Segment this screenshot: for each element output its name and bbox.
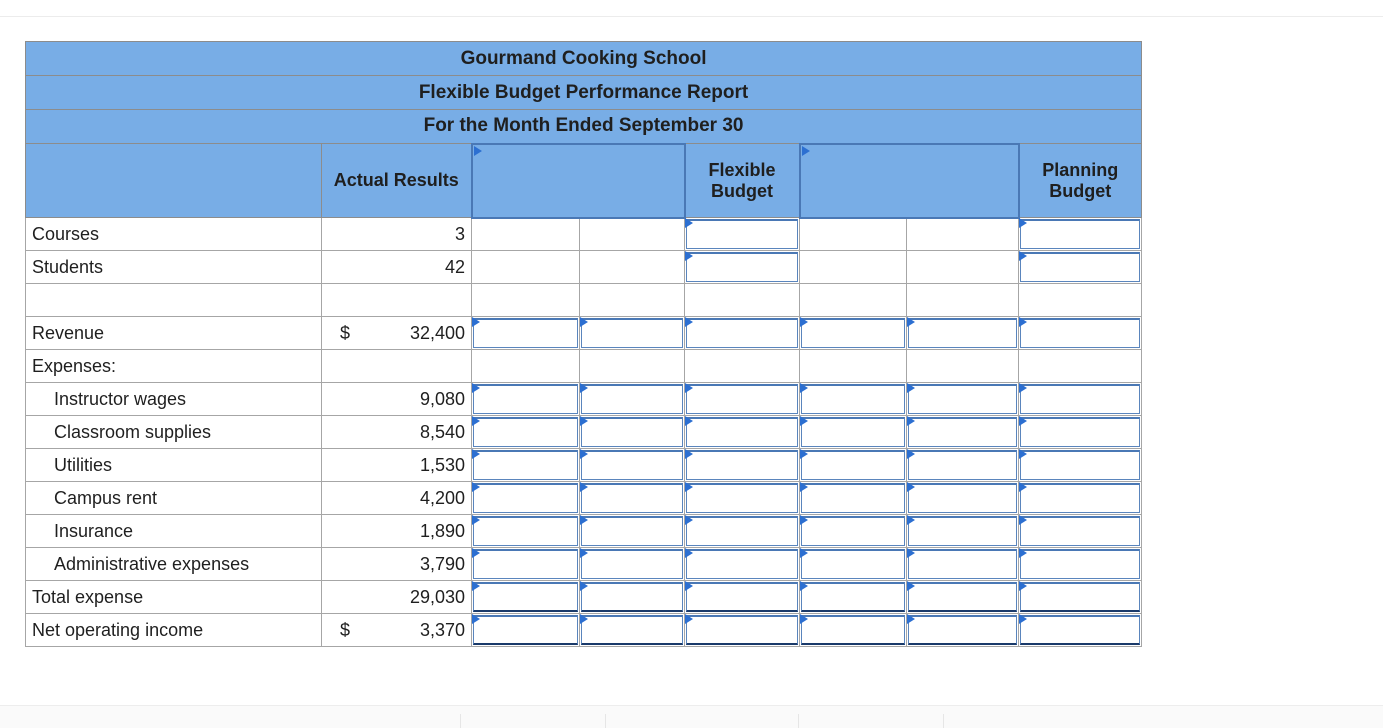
- planning-budget-input[interactable]: [1019, 482, 1142, 515]
- dropdown-marker-icon: [1019, 416, 1027, 426]
- variance-label-input[interactable]: [907, 416, 1019, 449]
- table-row-classroom-supplies: [26, 416, 1142, 449]
- actual-value: 3: [322, 218, 472, 251]
- dropdown-marker-icon: [800, 614, 808, 624]
- bottom-toolbar: [0, 705, 1383, 728]
- empty-cell: [907, 218, 1019, 251]
- dropdown-marker-icon: [580, 383, 588, 393]
- title-row-company: [26, 42, 1142, 76]
- actual-value: 3,790: [322, 548, 472, 581]
- variance-label-input[interactable]: [907, 383, 1019, 416]
- row-label: Instructor wages: [26, 383, 322, 416]
- dropdown-marker-icon: [907, 482, 915, 492]
- actual-value: 1,530: [322, 449, 472, 482]
- dropdown-marker-icon: [472, 548, 480, 558]
- dropdown-marker-icon: [472, 449, 480, 459]
- variance-label-input[interactable]: [580, 416, 685, 449]
- variance-input[interactable]: [472, 581, 580, 614]
- variance-input[interactable]: [472, 383, 580, 416]
- empty-cell: [472, 350, 580, 383]
- dropdown-marker-icon: [1019, 581, 1027, 591]
- empty-cell: [800, 284, 907, 317]
- report-company: Gourmand Cooking School: [26, 42, 1142, 76]
- dropdown-marker-icon: [800, 482, 808, 492]
- variance-label-input[interactable]: [907, 482, 1019, 515]
- variance-input[interactable]: [800, 383, 907, 416]
- variance-label-input[interactable]: [580, 581, 685, 614]
- flexible-budget-input[interactable]: [685, 383, 800, 416]
- dropdown-marker-icon: [472, 482, 480, 492]
- empty-cell: [580, 218, 685, 251]
- table-row-campus-rent: [26, 482, 1142, 515]
- variance-input[interactable]: [800, 581, 907, 614]
- dropdown-marker-icon: [800, 548, 808, 558]
- dropdown-marker-icon: [685, 251, 693, 261]
- flexible-budget-input[interactable]: [685, 482, 800, 515]
- variance-label-input[interactable]: [907, 581, 1019, 614]
- planning-budget-input[interactable]: [1019, 416, 1142, 449]
- table-row-students: [26, 251, 1142, 284]
- dropdown-marker-icon: [580, 482, 588, 492]
- actual-value-cell: [322, 317, 472, 350]
- header-planning-budget: Planning Budget: [1019, 144, 1142, 218]
- empty-cell: [580, 284, 685, 317]
- planning-budget-input[interactable]: [1019, 317, 1142, 350]
- dropdown-marker-icon: [685, 383, 693, 393]
- dropdown-marker-icon: [580, 416, 588, 426]
- planning-budget-input[interactable]: [1019, 581, 1142, 614]
- dropdown-marker-icon: [685, 581, 693, 591]
- variance-input[interactable]: [472, 548, 580, 581]
- variance-input[interactable]: [472, 317, 580, 350]
- dropdown-marker-icon: [1019, 317, 1027, 327]
- flexible-budget-input[interactable]: [685, 581, 800, 614]
- row-label: Utilities: [26, 449, 322, 482]
- row-label: Campus rent: [26, 482, 322, 515]
- dropdown-marker-icon: [800, 383, 808, 393]
- actual-value: 4,200: [322, 482, 472, 515]
- dropdown-marker-icon: [1019, 383, 1027, 393]
- table-row-courses: [26, 218, 1142, 251]
- empty-cell: [685, 350, 800, 383]
- actual-value: 29,030: [322, 581, 472, 614]
- toolbar-divider: [605, 714, 606, 728]
- empty-cell: [26, 284, 322, 317]
- table-row-net-operating-income: [26, 614, 1142, 647]
- dropdown-marker-icon: [580, 548, 588, 558]
- dropdown-marker-icon: [802, 146, 810, 156]
- planning-budget-input[interactable]: [1019, 383, 1142, 416]
- variance-label-input[interactable]: [907, 614, 1019, 647]
- dropdown-marker-icon: [907, 515, 915, 525]
- dollar-sign: $: [340, 619, 351, 640]
- empty-cell: [322, 350, 472, 383]
- toolbar-divider: [943, 714, 944, 728]
- row-label: Courses: [26, 218, 322, 251]
- dropdown-marker-icon: [580, 614, 588, 624]
- empty-cell: [472, 218, 580, 251]
- actual-value: 3,370: [419, 619, 465, 640]
- header-flexible-budget: Flexible Budget: [685, 144, 800, 218]
- dropdown-marker-icon: [1019, 515, 1027, 525]
- row-label: Net operating income: [26, 614, 322, 647]
- flexible-budget-input[interactable]: [685, 614, 800, 647]
- table-row-total-expense: [26, 581, 1142, 614]
- report-period: For the Month Ended September 30: [26, 110, 1142, 144]
- actual-value-cell: [322, 614, 472, 647]
- table-row-expenses-header: [26, 350, 1142, 383]
- flexible-budget-performance-report: [25, 41, 1142, 647]
- dropdown-marker-icon: [907, 449, 915, 459]
- row-label: Expenses:: [26, 350, 322, 383]
- dropdown-marker-icon: [472, 383, 480, 393]
- row-label: Total expense: [26, 581, 322, 614]
- variance-label-input[interactable]: [580, 515, 685, 548]
- empty-cell: [1019, 350, 1142, 383]
- row-label: Administrative expenses: [26, 548, 322, 581]
- variance-input[interactable]: [800, 548, 907, 581]
- title-row-report: [26, 76, 1142, 110]
- planning-budget-input[interactable]: [1019, 251, 1142, 284]
- variance-input[interactable]: [800, 614, 907, 647]
- dropdown-marker-icon: [685, 449, 693, 459]
- planning-budget-input[interactable]: [1019, 515, 1142, 548]
- row-label: Students: [26, 251, 322, 284]
- variance-label-input[interactable]: [907, 515, 1019, 548]
- title-row-period: [26, 110, 1142, 144]
- flexible-budget-input[interactable]: [685, 515, 800, 548]
- variance-input[interactable]: [472, 416, 580, 449]
- report-title: Flexible Budget Performance Report: [26, 76, 1142, 110]
- dropdown-marker-icon: [580, 581, 588, 591]
- dropdown-marker-icon: [472, 515, 480, 525]
- dropdown-marker-icon: [1019, 449, 1027, 459]
- toolbar-divider: [798, 714, 799, 728]
- dropdown-marker-icon: [685, 218, 693, 228]
- actual-value: 42: [322, 251, 472, 284]
- empty-cell: [800, 251, 907, 284]
- dropdown-marker-icon: [800, 317, 808, 327]
- empty-cell: [800, 218, 907, 251]
- variance-label-input[interactable]: [907, 449, 1019, 482]
- header-blank: [26, 144, 322, 218]
- empty-cell: [800, 350, 907, 383]
- flexible-budget-input[interactable]: [685, 317, 800, 350]
- empty-cell: [685, 284, 800, 317]
- empty-cell: [580, 350, 685, 383]
- dropdown-marker-icon: [685, 515, 693, 525]
- variance-input[interactable]: [800, 482, 907, 515]
- variance-input[interactable]: [800, 449, 907, 482]
- actual-value: 32,400: [409, 322, 465, 343]
- dropdown-marker-icon: [800, 581, 808, 591]
- empty-cell: [907, 251, 1019, 284]
- table-row-administrative-expenses: [26, 548, 1142, 581]
- header-variance-input-1[interactable]: [472, 144, 685, 218]
- empty-cell: [1019, 284, 1142, 317]
- column-header-row: [26, 144, 1142, 218]
- table-row-blank: [26, 284, 1142, 317]
- row-label: Classroom supplies: [26, 416, 322, 449]
- variance-input[interactable]: [800, 416, 907, 449]
- table-row-revenue: [26, 317, 1142, 350]
- dropdown-marker-icon: [907, 383, 915, 393]
- variance-input[interactable]: [472, 482, 580, 515]
- flexible-budget-input[interactable]: [685, 548, 800, 581]
- dropdown-marker-icon: [907, 581, 915, 591]
- variance-input[interactable]: [472, 614, 580, 647]
- dropdown-marker-icon: [685, 482, 693, 492]
- table-row-instructor-wages: [26, 383, 1142, 416]
- flexible-budget-input[interactable]: [685, 251, 800, 284]
- variance-label-input[interactable]: [580, 482, 685, 515]
- flexible-budget-input[interactable]: [685, 218, 800, 251]
- table-row-insurance: [26, 515, 1142, 548]
- variance-label-input[interactable]: [580, 317, 685, 350]
- header-actual-results: Actual Results: [322, 144, 472, 218]
- dropdown-marker-icon: [580, 515, 588, 525]
- header-variance-input-2[interactable]: [800, 144, 1019, 218]
- variance-input[interactable]: [800, 515, 907, 548]
- dropdown-marker-icon: [685, 416, 693, 426]
- dropdown-marker-icon: [1019, 548, 1027, 558]
- dropdown-marker-icon: [580, 449, 588, 459]
- dropdown-marker-icon: [685, 317, 693, 327]
- variance-label-input[interactable]: [580, 449, 685, 482]
- empty-cell: [322, 284, 472, 317]
- dropdown-marker-icon: [472, 317, 480, 327]
- planning-budget-input[interactable]: [1019, 548, 1142, 581]
- variance-label-input[interactable]: [580, 383, 685, 416]
- dropdown-marker-icon: [907, 614, 915, 624]
- top-divider: [0, 16, 1383, 17]
- planning-budget-input[interactable]: [1019, 218, 1142, 251]
- dropdown-marker-icon: [472, 416, 480, 426]
- table-row-utilities: [26, 449, 1142, 482]
- empty-cell: [580, 251, 685, 284]
- empty-cell: [907, 284, 1019, 317]
- flexible-budget-input[interactable]: [685, 416, 800, 449]
- variance-input[interactable]: [800, 317, 907, 350]
- actual-value: 1,890: [322, 515, 472, 548]
- dollar-sign: $: [340, 322, 351, 343]
- dropdown-marker-icon: [472, 581, 480, 591]
- dropdown-marker-icon: [907, 548, 915, 558]
- dropdown-marker-icon: [1019, 482, 1027, 492]
- dropdown-marker-icon: [907, 317, 915, 327]
- variance-label-input[interactable]: [580, 548, 685, 581]
- flexible-budget-input[interactable]: [685, 449, 800, 482]
- dropdown-marker-icon: [1019, 218, 1027, 228]
- empty-cell: [472, 251, 580, 284]
- dropdown-marker-icon: [907, 416, 915, 426]
- dropdown-marker-icon: [800, 416, 808, 426]
- dropdown-marker-icon: [685, 548, 693, 558]
- dropdown-marker-icon: [685, 614, 693, 624]
- variance-input[interactable]: [472, 449, 580, 482]
- toolbar-divider: [460, 714, 461, 728]
- dropdown-marker-icon: [1019, 614, 1027, 624]
- dropdown-marker-icon: [472, 614, 480, 624]
- variance-label-input[interactable]: [907, 317, 1019, 350]
- variance-label-input[interactable]: [580, 614, 685, 647]
- row-label: Insurance: [26, 515, 322, 548]
- empty-cell: [907, 350, 1019, 383]
- row-label: Revenue: [26, 317, 322, 350]
- variance-input[interactable]: [472, 515, 580, 548]
- planning-budget-input[interactable]: [1019, 449, 1142, 482]
- dropdown-marker-icon: [800, 515, 808, 525]
- dropdown-marker-icon: [1019, 251, 1027, 261]
- dropdown-marker-icon: [800, 449, 808, 459]
- planning-budget-input[interactable]: [1019, 614, 1142, 647]
- dropdown-marker-icon: [580, 317, 588, 327]
- empty-cell: [472, 284, 580, 317]
- dropdown-marker-icon: [474, 146, 482, 156]
- variance-label-input[interactable]: [907, 548, 1019, 581]
- actual-value: 9,080: [322, 383, 472, 416]
- actual-value: 8,540: [322, 416, 472, 449]
